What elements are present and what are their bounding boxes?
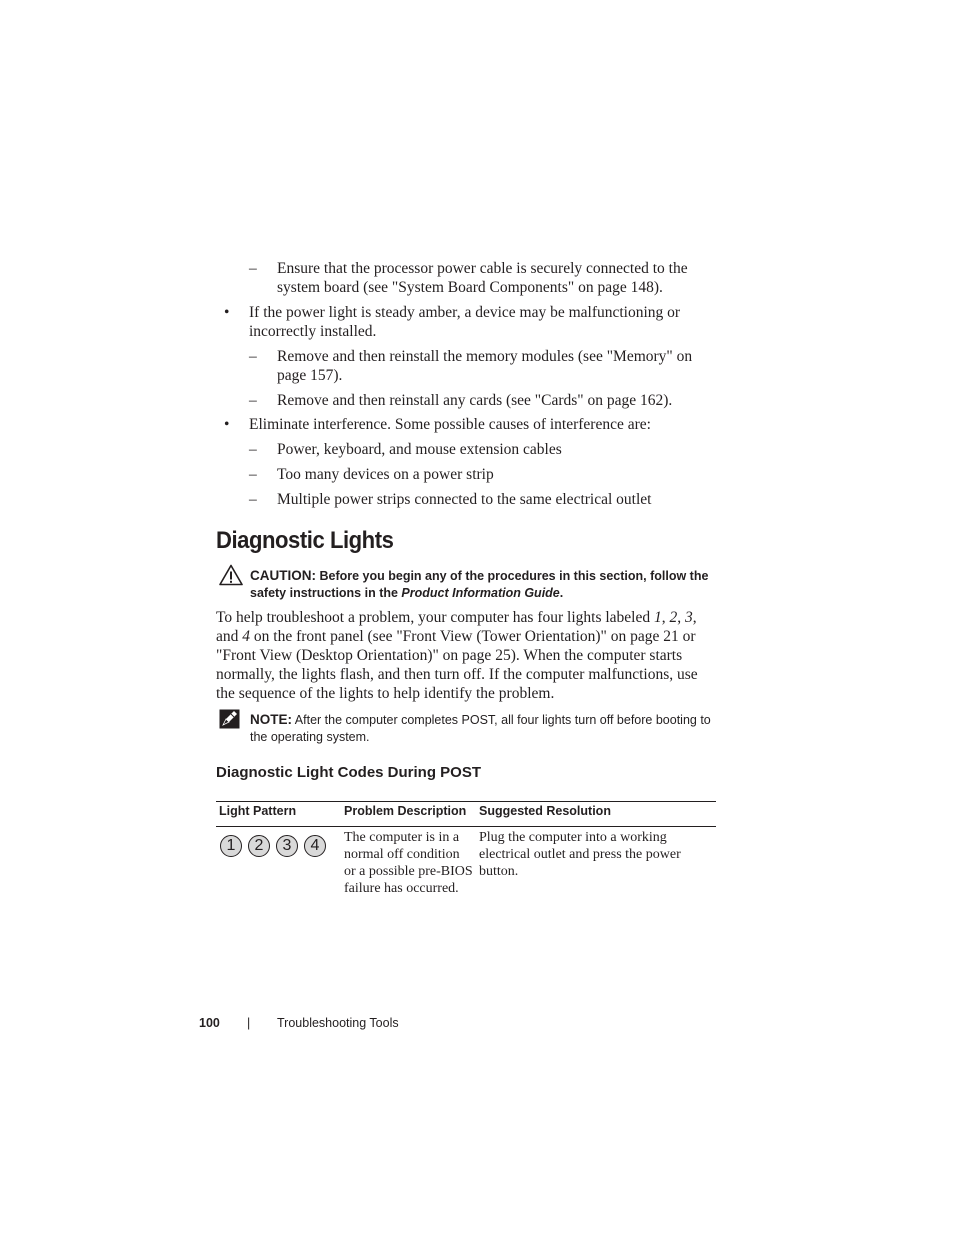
caution-text: CAUTION: Before you begin any of the procedures in this section, follow the safety instructions in the Product Information Guide. <box>250 568 709 600</box>
chapter-title: Troubleshooting Tools <box>277 1016 399 1030</box>
page-title: Diagnostic Lights <box>216 527 394 554</box>
list-dash: – <box>249 491 257 508</box>
list-dash: – <box>249 260 257 277</box>
body-paragraph: To help troubleshoot a problem, your computer has four lights labeled 1, 2, 3, and 4 on the front panel (see "Front View (Tower Orientation)" on page 21 or "Front View (Desktop Orientation)" on page 25). When the computer starts normally, the lights flash, and then turn off. If the computer malfunctions, use the sequence of the lights to help identify the problem. <box>216 609 698 702</box>
diagnostic-light-1-icon: 1 <box>220 835 242 857</box>
table-top-rule <box>216 801 716 802</box>
list-bullet: • <box>224 304 230 321</box>
diagnostic-light-4-icon: 4 <box>304 835 326 857</box>
list-dash: – <box>249 466 257 483</box>
diagnostic-light-3-icon: 3 <box>276 835 298 857</box>
list-item: If the power light is steady amber, a device may be malfunctioning or incorrectly installed. <box>249 304 681 340</box>
table-header-light-pattern: Light Pattern <box>219 804 297 818</box>
suggested-resolution: Plug the computer into a working electrical outlet and press the power button. <box>479 830 681 879</box>
list-bullet: • <box>224 416 230 433</box>
table-header-problem: Problem Description <box>344 804 467 818</box>
diagnostic-light-2-icon: 2 <box>248 835 270 857</box>
list-dash: – <box>249 348 257 365</box>
list-dash: – <box>249 441 257 458</box>
table-header-resolution: Suggested Resolution <box>479 804 611 818</box>
list-item: Ensure that the processor power cable is securely connected to the system board (see "System Board Components" on page 148). <box>277 260 688 296</box>
list-item: Remove and then reinstall the memory modules (see "Memory" on page 157). <box>277 348 693 384</box>
page-number: 100 <box>199 1016 220 1030</box>
note-text: NOTE: After the computer completes POST, all four lights turn off before booting to the operating system. <box>250 712 711 744</box>
list-item: Too many devices on a power strip <box>277 466 494 483</box>
table-header-rule <box>216 826 716 827</box>
list-dash: – <box>249 392 257 409</box>
footer-separator: | <box>247 1016 251 1030</box>
section-subtitle: Diagnostic Light Codes During POST <box>216 764 482 781</box>
problem-description: The computer is in a normal off condition or a possible pre-BIOS failure has occurred. <box>344 830 473 896</box>
note-icon <box>219 709 240 729</box>
list-item: Power, keyboard, and mouse extension cables <box>277 441 562 458</box>
list-item: Remove and then reinstall any cards (see "Cards" on page 162). <box>277 392 673 409</box>
list-item: Multiple power strips connected to the same electrical outlet <box>277 491 652 508</box>
list-item: Eliminate interference. Some possible causes of interference are: <box>249 416 651 433</box>
caution-icon <box>219 564 243 586</box>
